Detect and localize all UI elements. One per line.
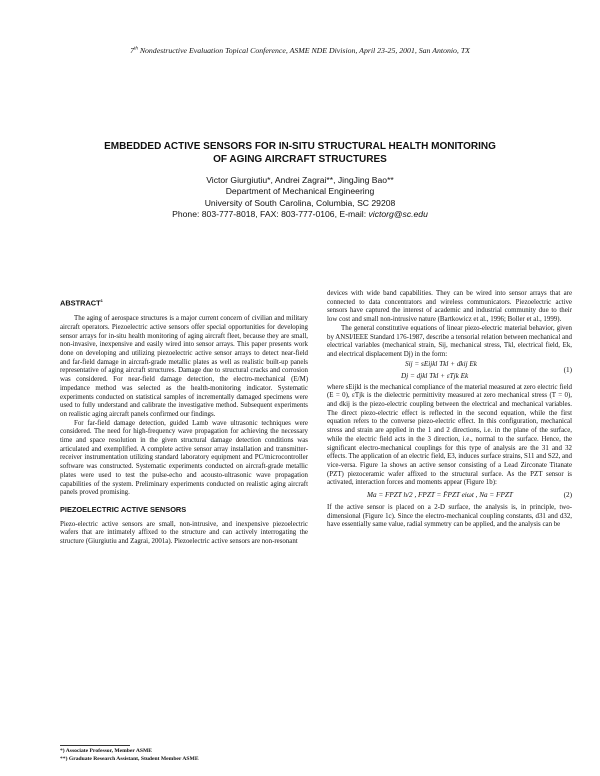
equation-1-line-1: Sij = sEijkl Tkl + dkij Ek: [405, 359, 477, 368]
equation-2-number: (2): [563, 491, 572, 500]
right-column: [327, 290, 572, 530]
conference-number: 7: [130, 46, 134, 55]
contact-text: Phone: 803-777-8018, FAX: 803-777-0106, E-mail:: [172, 209, 369, 220]
equation-1-number: (1): [563, 365, 572, 374]
equation-1: [327, 360, 572, 384]
author-contact: [60, 209, 540, 220]
right-paragraph-3: where sEijkl is the mechanical compliance of the material measured at zero electric field (E = 0), εTjk is the dielectric permittivity measured at zero mechanical stress (T = 0), and dkij is the piezo-electric coupling between the electrical and mechanical variables. The direct piezo-electric effect is reflected in the second equation, while the first equation refers to the converse piezo-electric effect. In this configuration, mechanical stress and strain are applied in the 1 and 2 directions, i.e. in the plane of the surface, while the electric field acts in the 3 direction, i.e., normal to the surface. Hence, the significant electro-mechanical couplings for this type of analysis are the 31 and 32 effects. The application of an electric field, E3, induces surface strains, S11 and S22, and vice-versa. Figure 1a shows an active sensor consisting of a Lead Zirconate Titanate (PZT) piezoceramic wafer affixed to the structural surface. As the PZT sensor is activated, interaction forces and moments appear (Figure 1b):: [327, 383, 572, 487]
left-column: [60, 297, 308, 547]
author-university: University of South Carolina, Columbia, SC 29208: [204, 197, 396, 208]
abstract-heading: [60, 297, 308, 308]
right-paragraph-1: devices with wide band capabilities. They can be wired into sensor arrays that are connected to data concentrators and wireless communicators. Piezoelectric active sensors have captured the interest of academic and industrial community due to their low cost and small non-intrusive nature (Bartkowicz et al., 1996; Boller et al., 1999).: [327, 290, 572, 324]
equation-1-line-2: Dj = djkl Tkl + εTjk Ek: [401, 371, 469, 380]
right-paragraph-2: The general constitutive equations of linear piezo-electric material behavior, given by ANSI/IEEE Standard 176-1987, describe a tensorial relation between mechanical and electrical variables (mechanical strain, Sij, mechanical stress, Tkl, electrical field, Ek, and electrical displacement Dj) in the form:: [327, 324, 572, 358]
footnote-rule: [60, 745, 130, 746]
abstract-heading-mark: 1: [100, 298, 103, 303]
footnote-1: *) Associate Professor, Member ASME: [60, 748, 153, 754]
conference-number-superscript: th: [133, 46, 138, 52]
author-block: [60, 175, 540, 221]
title-line-2: OF AGING AIRCRAFT STRUCTURES: [213, 154, 387, 165]
equation-2-body: Ma = FPZT h/2 , FPZT = F̂PZT eiωt , Na = FPZT: [367, 491, 513, 500]
conference-line: Nondestructive Evaluation Topical Conference, ASME NDE Division, April 23-25, 2001, San Antonio, TX: [139, 46, 470, 55]
footnote-2: **) Graduate Research Assistant, Student Member ASME: [60, 756, 199, 762]
equation-2: [327, 488, 572, 504]
author-names: Victor Giurgiutiu*, Andrei Zagrai**, JingJing Bao**: [206, 175, 394, 185]
abstract-heading-text: ABSTRACT: [60, 298, 101, 308]
paper-title: [60, 140, 540, 166]
title-line-1: EMBEDDED ACTIVE SENSORS FOR IN-SITU STRUCTURAL HEALTH MONITORING: [104, 141, 496, 152]
author-email[interactable]: victorg@sc.edu: [368, 209, 428, 220]
section-heading: PIEZOELECTRIC ACTIVE SENSORS: [60, 504, 187, 514]
section-paragraph-1: Piezo-electric active sensors are small, non-intrusive, and inexpensive piezoelectric wafers that are intimately affixed to the structure and can actively interrogating the structure (Giurgiutiu and Zagrai, 2001a). Piezoelectric active sensors are non-resonant: [60, 520, 308, 546]
author-department: Department of Mechanical Engineering: [225, 186, 375, 197]
conference-header: [0, 46, 600, 55]
abstract-paragraph-2: For far-field damage detection, guided Lamb wave ultrasonic techniques were considered. The need for high-frequency wave propagation for achieving the necessary time and space resolution in the given structural damage detection conditions was articulated and exemplified. A complete active sensor array installation and transmitter-receiver instrumentation utilizing standard laboratory equipment and PC/microcontroller software was constructed. Systematic experiments conducted on aircraft-grade metallic plates were used to test the pulse-echo and acousto-ultrasonic wave propagation capabilities of the system. Preliminary experiments conducted on realistic aging aircraft panels proved promising.: [60, 419, 308, 497]
right-paragraph-4: If the active sensor is placed on a 2-D surface, the analysis is, in principle, two-dimensional (Figure 1c). Since the electro-mechanical coupling constants, d31 and d32, have essentially same value, radial symmetry can be applied, and the analysis can be: [327, 504, 572, 529]
abstract-paragraph-1: The aging of aerospace structures is a major current concern of civilian and military aircraft operators. Piezoelectric active sensors offer special opportunities for developing sensor arrays for in-situ health monitoring of aging aircraft fleet, because they are small, non-invasive, inexpensive and easily wired into sensor arrays. This paper presents work done on developing and utilizing piezoelectric active sensor arrays to detect near-field and far-field damage in aircraft-grade metallic plates as well as realistic built-up panels representative of aging aircraft structures. Damage due to structural cracks and corrosion was considered. For near-field damage detection, the electro-mechanical (E/M) impedance method was selected as the health-monitoring indicator. Systematic experiments conducted on statistical samples of incrementally damaged specimens were used to fully understand and calibrate the investigative method. Subsequent experiments on realistic aging aircraft panels confirmed our findings.: [60, 315, 308, 418]
